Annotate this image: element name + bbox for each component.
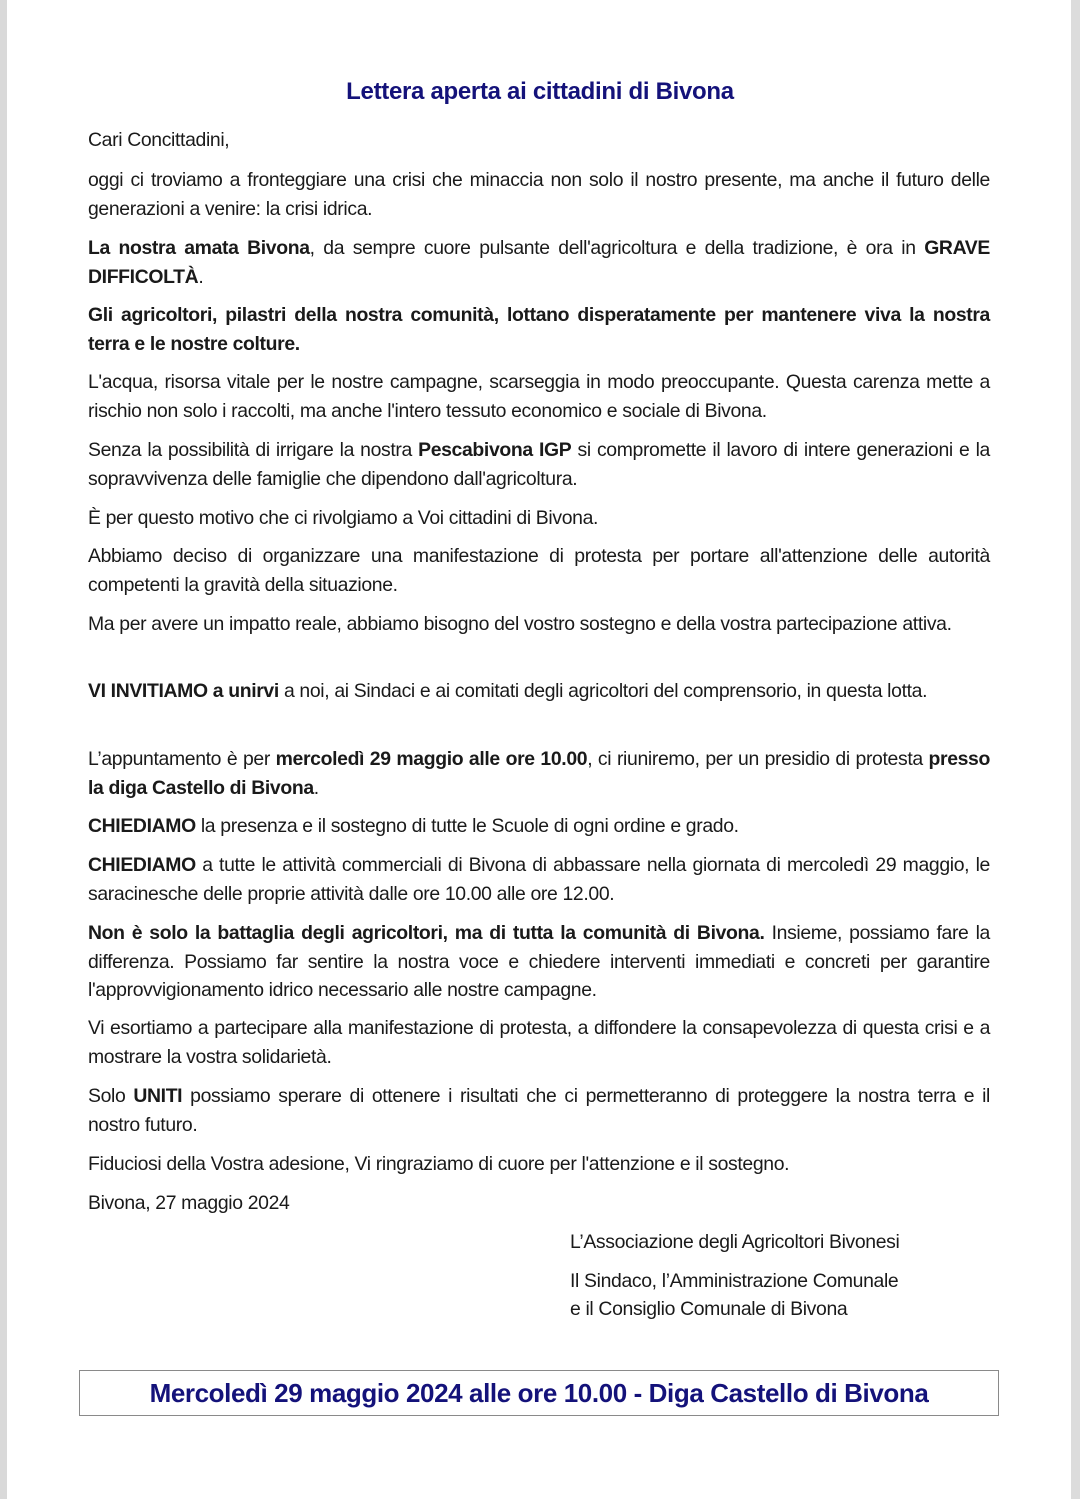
text-segment: . <box>313 776 319 799</box>
text-segment: Abbiamo deciso di organizzare una manifestazione di protesta per portare all'attenzione delle autorità competenti la gravità della situazione. <box>88 545 990 596</box>
paragraph <box>88 610 990 639</box>
place-date: Bivona, 27 maggio 2024 <box>88 1192 290 1214</box>
bold-text: UNITI <box>133 1085 183 1107</box>
paragraph <box>88 542 990 599</box>
text-segment: Solo <box>88 1085 134 1107</box>
paragraph <box>88 1150 990 1179</box>
page-edge-right <box>1071 0 1080 1499</box>
bold-text: Gli agricoltori, pilastri della nostra comunità, lottano disperatamente per mantenere viva la nostra terra e le nostre colture. <box>88 304 990 355</box>
signature-mayor-line2: e il Consiglio Comunale di Bivona <box>570 1298 848 1320</box>
text-segment: Senza la possibilità di irrigare la nostra <box>88 439 419 461</box>
paragraph <box>88 851 990 908</box>
paragraph <box>88 368 990 425</box>
paragraph <box>88 1082 990 1139</box>
text-segment: Fiduciosi della Vostra adesione, Vi ringraziamo di cuore per l'attenzione e il sostegno. <box>88 1153 790 1175</box>
text-segment: L'acqua, risorsa vitale per le nostre campagne, scarseggia in modo preoccupante. Questa carenza mette a rischio non solo i raccolti, ma anche l'intero tessuto economico e sociale di Bivona. <box>88 371 990 422</box>
text-segment: . <box>198 265 204 288</box>
text-segment: Ma per avere un impatto reale, abbiamo bisogno del vostro sostegno e della vostra partecipazione attiva. <box>88 613 952 635</box>
text-segment: a tutte le attività commerciali di Bivona di abbassare nella giornata di mercoledì 29 maggio, le saracinesche delle proprie attività dalle ore 10.00 alle ore 12.00. <box>88 854 990 905</box>
text-segment: , da sempre cuore pulsante dell'agricoltura e della tradizione, è ora in <box>309 237 925 259</box>
paragraph <box>88 745 990 802</box>
page-edge-left <box>0 0 7 1499</box>
text-segment: , ci riuniremo, per un presidio di protesta <box>587 748 929 770</box>
event-banner <box>79 1370 999 1416</box>
bold-text: GRAVE DIFFICOLTÀ <box>88 237 990 288</box>
paragraph <box>88 166 990 223</box>
paragraph <box>88 234 990 291</box>
text-segment: Vi esortiamo a partecipare alla manifestazione di protesta, a diffondere la consapevolezza di questa crisi e a mostrare la vostra solidarietà. <box>88 1017 990 1068</box>
event-banner-text: Mercoledì 29 maggio 2024 alle ore 10.00 - Diga Castello di Bivona <box>149 1377 929 1408</box>
paragraph <box>88 504 990 533</box>
signature-association: L’Associazione degli Agricoltori Bivonesi <box>570 1231 900 1253</box>
paragraph <box>88 677 990 706</box>
paragraph <box>88 919 990 1005</box>
text-segment: la presenza e il sostegno di tutte le Scuole di ogni ordine e grado. <box>195 815 739 837</box>
bold-text: CHIEDIAMO <box>88 815 196 837</box>
paragraph <box>88 301 990 358</box>
bold-text: Pescabivona IGP <box>418 439 572 461</box>
paragraph <box>88 812 990 841</box>
bold-text: Non è solo la battaglia degli agricoltori, ma di tutta la comunità di Bivona. <box>88 922 765 944</box>
paragraph <box>88 1014 990 1071</box>
bold-text: mercoledì 29 maggio alle ore 10.00 <box>275 748 588 770</box>
text-segment: L’appuntamento è per <box>88 748 276 770</box>
text-segment: Insieme, possiamo fare la differenza. Possiamo far sentire la nostra voce e chiedere interventi immediati e concreti per garantire l'approvvigionamento idrico necessario alle nostre campagne. <box>88 922 990 1001</box>
paragraph <box>88 436 990 493</box>
bold-text: La nostra amata Bivona <box>88 237 310 259</box>
greeting: Cari Concittadini, <box>88 129 230 151</box>
text-segment: a noi, ai Sindaci e ai comitati degli agricoltori del comprensorio, in questa lotta. <box>278 680 928 702</box>
letter-title: Lettera aperta ai cittadini di Bivona <box>346 78 734 105</box>
text-segment: si compromette il lavoro di intere generazioni e la sopravvivenza delle famiglie che dipendono dall'agricoltura. <box>88 439 990 490</box>
bold-text: CHIEDIAMO <box>88 854 196 876</box>
text-segment: oggi ci troviamo a fronteggiare una crisi che minaccia non solo il nostro presente, ma anche il futuro delle generazioni a venire: la crisi idrica. <box>88 169 990 220</box>
text-segment: possiamo sperare di ottenere i risultati che ci permetteranno di proteggere la nostra terra e il nostro futuro. <box>88 1085 990 1136</box>
bold-text: presso la diga Castello di Bivona <box>88 748 990 799</box>
text-segment: È per questo motivo che ci rivolgiamo a Voi cittadini di Bivona. <box>88 507 599 529</box>
signature-mayor-line1: Il Sindaco, l’Amministrazione Comunale <box>570 1270 899 1292</box>
bold-text: VI INVITIAMO a unirvi <box>88 680 279 702</box>
